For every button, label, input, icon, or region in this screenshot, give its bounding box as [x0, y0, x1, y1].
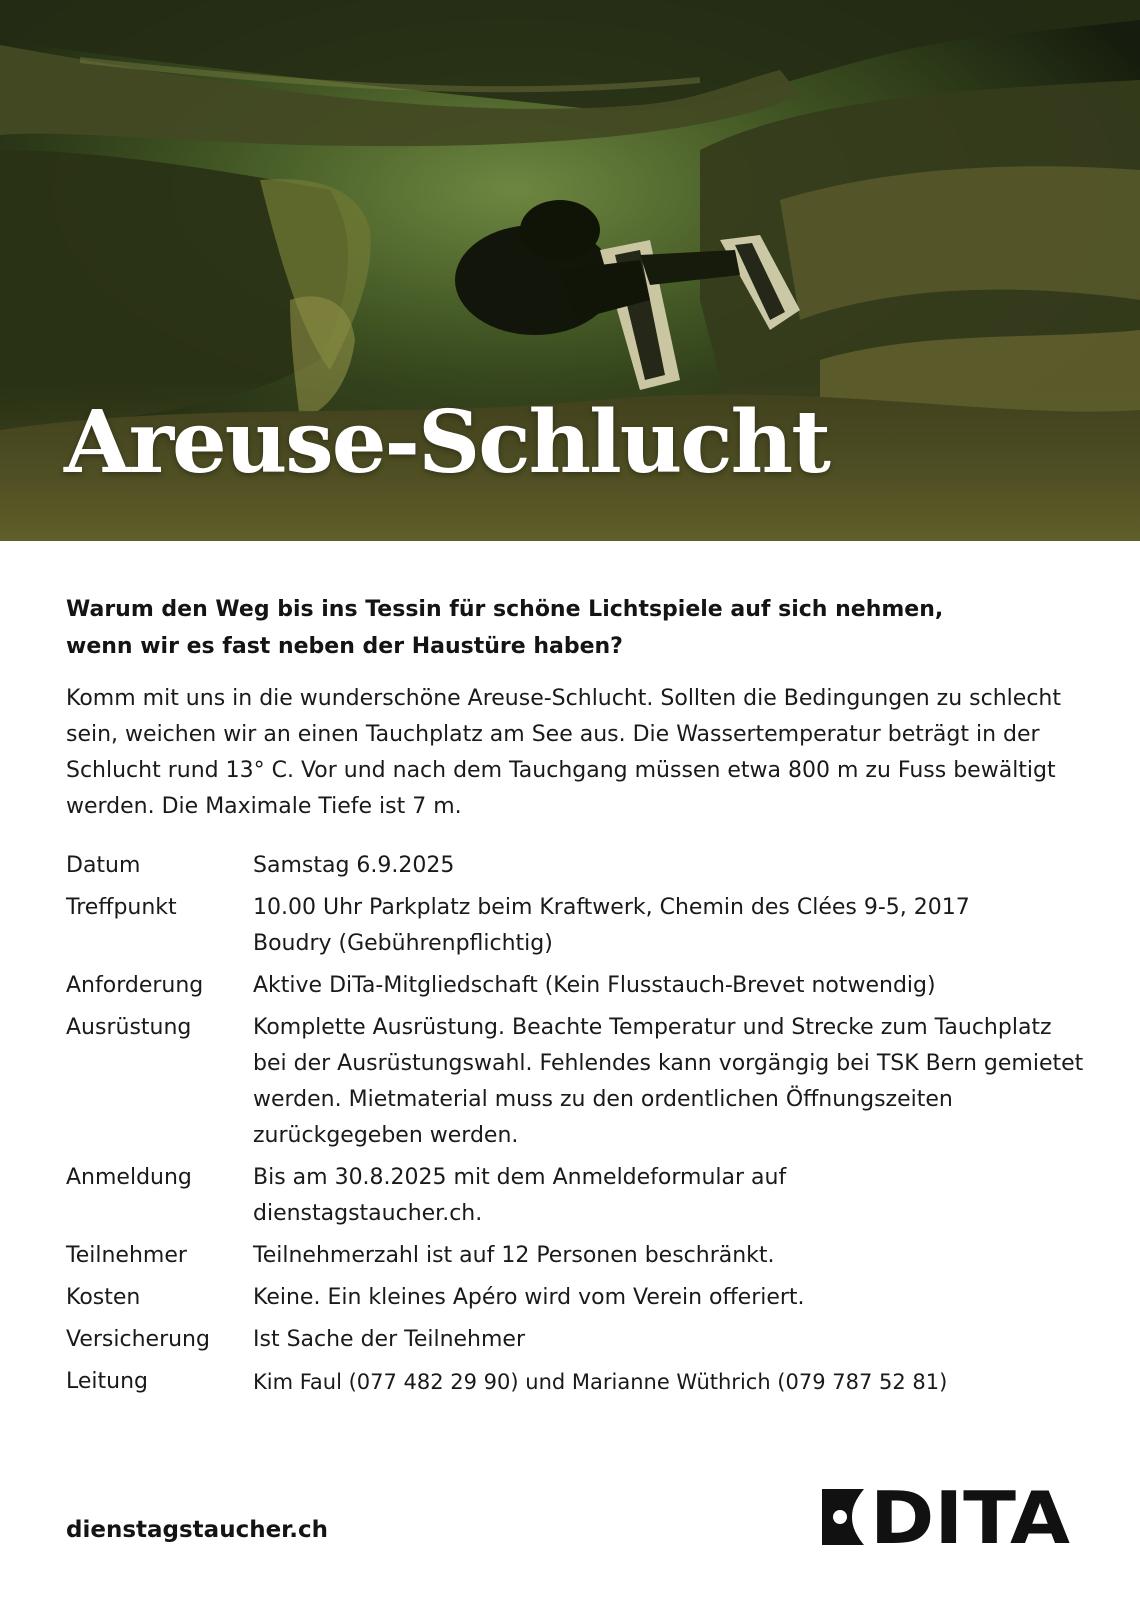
detail-row-ausruestung: [66, 1010, 1086, 1154]
fish-eye-icon: [822, 1489, 864, 1545]
hero-image: [0, 0, 1140, 541]
detail-row-teilnehmer: [66, 1238, 1086, 1274]
detail-label: Anmeldung: [66, 1165, 192, 1190]
detail-label: Versicherung: [66, 1327, 210, 1352]
detail-value: Teilnehmerzahl ist auf 12 Personen beschränkt.: [253, 1243, 775, 1268]
detail-label: Ausrüstung: [66, 1015, 192, 1040]
detail-row-leitung: [66, 1364, 1086, 1400]
page-title: Areuse-Schlucht: [64, 392, 829, 493]
detail-row-versicherung: [66, 1322, 1086, 1358]
event-details-table: [66, 848, 1086, 1406]
logo-wordmark: DITA: [870, 1489, 1071, 1545]
detail-value: Keine. Ein kleines Apéro wird vom Verein offeriert.: [253, 1285, 805, 1310]
intro-paragraph: Komm mit uns in die wunderschöne Areuse-Schlucht. Sollten die Bedingungen zu schlecht sein, weichen wir an einen Tauchplatz am See aus. Die Wassertemperatur beträgt in der Schlucht rund 13° C. Vor und nach dem Tauchgang müssen etwa 800 m zu Fuss bewältigt werden. Die Maximale Tiefe ist 7 m.: [66, 686, 1061, 819]
detail-row-anforderung: [66, 968, 1086, 1004]
detail-value: 10.00 Uhr Parkplatz beim Kraftwerk, Chemin des Clées 9-5, 2017 Boudry (Gebührenpflichtig): [253, 895, 970, 956]
lead-paragraph: [66, 591, 1066, 665]
detail-label: Anforderung: [66, 973, 204, 998]
detail-value: Kim Faul (077 482 29 90) und Marianne Wüthrich (079 787 52 81): [253, 1370, 948, 1394]
detail-row-kosten: [66, 1280, 1086, 1316]
lead-line-1: Warum den Weg bis ins Tessin für schöne Lichtspiele auf sich nehmen,: [66, 597, 944, 622]
detail-label: Teilnehmer: [66, 1243, 187, 1268]
detail-label: Kosten: [66, 1285, 141, 1310]
detail-row-treffpunkt: [66, 890, 1086, 962]
detail-label: Datum: [66, 853, 141, 878]
detail-value: Samstag 6.9.2025: [253, 853, 455, 878]
detail-label: Leitung: [66, 1369, 148, 1394]
detail-value: Ist Sache der Teilnehmer: [253, 1327, 526, 1352]
detail-label: Treffpunkt: [66, 895, 177, 920]
detail-row-datum: [66, 848, 1086, 884]
detail-value: Bis am 30.8.2025 mit dem Anmeldeformular auf dienstagstaucher.ch.: [253, 1165, 787, 1226]
detail-value: Komplette Ausrüstung. Beachte Temperatur und Strecke zum Tauchplatz bei der Ausrüstungswahl. Fehlendes kann vorgängig bei TSK Bern gemietet werden. Mietmaterial muss zu den ordentlichen Öffnungszeiten zurückgegeben werden.: [253, 1015, 1084, 1148]
lead-line-2: wenn wir es fast neben der Haustüre haben?: [66, 634, 623, 659]
detail-value: Aktive DiTa-Mitgliedschaft (Kein Flusstauch-Brevet notwendig): [253, 973, 936, 998]
footer-website-link[interactable]: dienstagstaucher.ch: [66, 1517, 328, 1543]
detail-row-anmeldung: [66, 1160, 1086, 1232]
dita-logo: [822, 1489, 1074, 1545]
